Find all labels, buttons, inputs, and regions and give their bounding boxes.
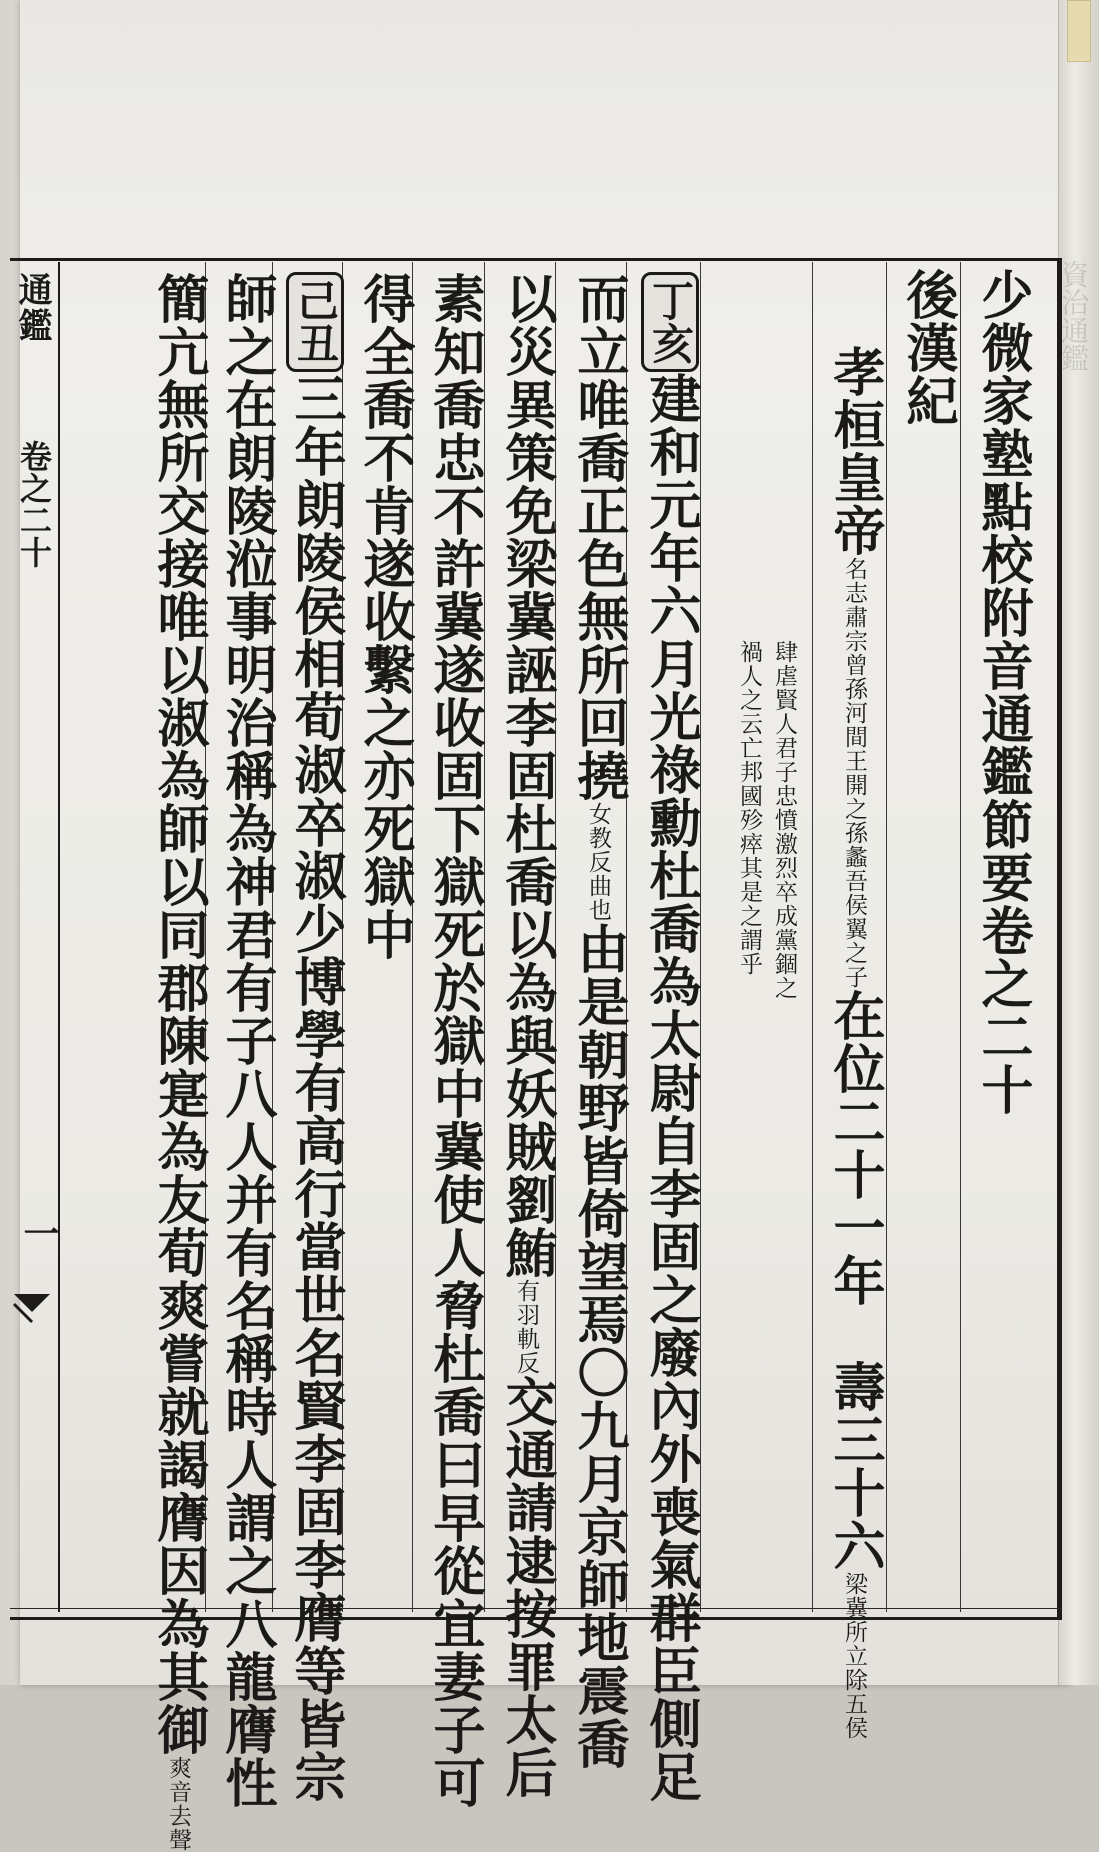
entry-note: 有羽軌反 xyxy=(513,1279,539,1375)
entry-2-line-b: 師之在朗陵涖事明治稱為神君有子八人并有名稱時人謂之八龍膺性 xyxy=(216,272,277,1809)
emperor-note: 名志肅宗曾孫河間王開之孫蠡吾侯翼之子 xyxy=(841,557,867,989)
entry-1-line-a xyxy=(638,272,702,1803)
entry-text: 由是朝野皆倚望焉〇九月京師地震喬 xyxy=(568,922,629,1770)
entry-note: 爽音去聲 xyxy=(165,1756,191,1852)
entry-text: 建和元年六月光祿勳杜喬為太尉自李固之廢內外喪氣群臣側足 xyxy=(640,372,701,1803)
column-rule xyxy=(886,262,887,1612)
commentary-line-1: 肆虐賢人君子忠憤激烈卒成黨錮之 xyxy=(771,640,797,1000)
entry-text: 以災異策免梁冀誣李固杜喬以為與妖賊劉鮪 xyxy=(496,272,557,1279)
year-badge: 丁亥 xyxy=(641,272,699,372)
entry-note: 女教反曲也 xyxy=(585,802,611,922)
column-rule xyxy=(960,262,961,1612)
fishtail-mark-icon xyxy=(12,1290,52,1330)
dynasty-title: 後漢紀 xyxy=(897,268,958,427)
banxin-juan: 卷之二十 xyxy=(15,440,53,568)
spine-bleed-text: 資治通鑑 xyxy=(1057,260,1090,372)
entry-1-line-c xyxy=(494,272,558,1799)
banxin-abbrev: 通鑑 xyxy=(12,272,52,344)
column-rule xyxy=(812,262,813,1612)
entry-text: 三年朗陵侯相荀淑卒淑少博學有高行當世名賢李固李膺等皆宗 xyxy=(285,372,346,1803)
emperor-age: 壽三十六 xyxy=(824,1360,885,1572)
banxin-page-number: 一 xyxy=(18,1215,60,1251)
entry-2-line-c xyxy=(146,272,210,1852)
entry-text: 簡亢無所交接唯以淑為師以同郡陳寔為友荀爽嘗就謁膺因為其御 xyxy=(148,272,209,1756)
entry-text: 交通請逮按罪太后 xyxy=(496,1375,557,1799)
entry-1-line-d: 素知喬忠不許冀遂收固下獄死於獄中冀使人脅杜喬曰早從宜妻子可 xyxy=(424,272,485,1809)
emperor-title: 孝桓皇帝 xyxy=(824,345,885,557)
year-badge: 己丑 xyxy=(286,272,344,372)
emperor-reign: 在位二十一年 xyxy=(824,989,885,1307)
book-title: 少微家塾點校附音通鑑節要卷之二十 xyxy=(972,268,1033,1116)
commentary-line-2: 禍人之云亡邦國殄瘁其是之謂乎 xyxy=(736,640,762,976)
entry-2-line-a xyxy=(283,272,347,1803)
entry-1-line-e: 得全喬不肯遂收繫之亦死獄中 xyxy=(354,272,415,961)
book-spine xyxy=(1058,0,1099,1685)
entry-1-line-b xyxy=(566,272,630,1770)
entry-text: 而立唯喬正色無所回撓 xyxy=(568,272,629,802)
emperor-line xyxy=(822,345,886,1740)
emperor-note-tail: 梁冀所立除五侯 xyxy=(841,1572,867,1740)
spine-label-strip xyxy=(1067,0,1091,62)
